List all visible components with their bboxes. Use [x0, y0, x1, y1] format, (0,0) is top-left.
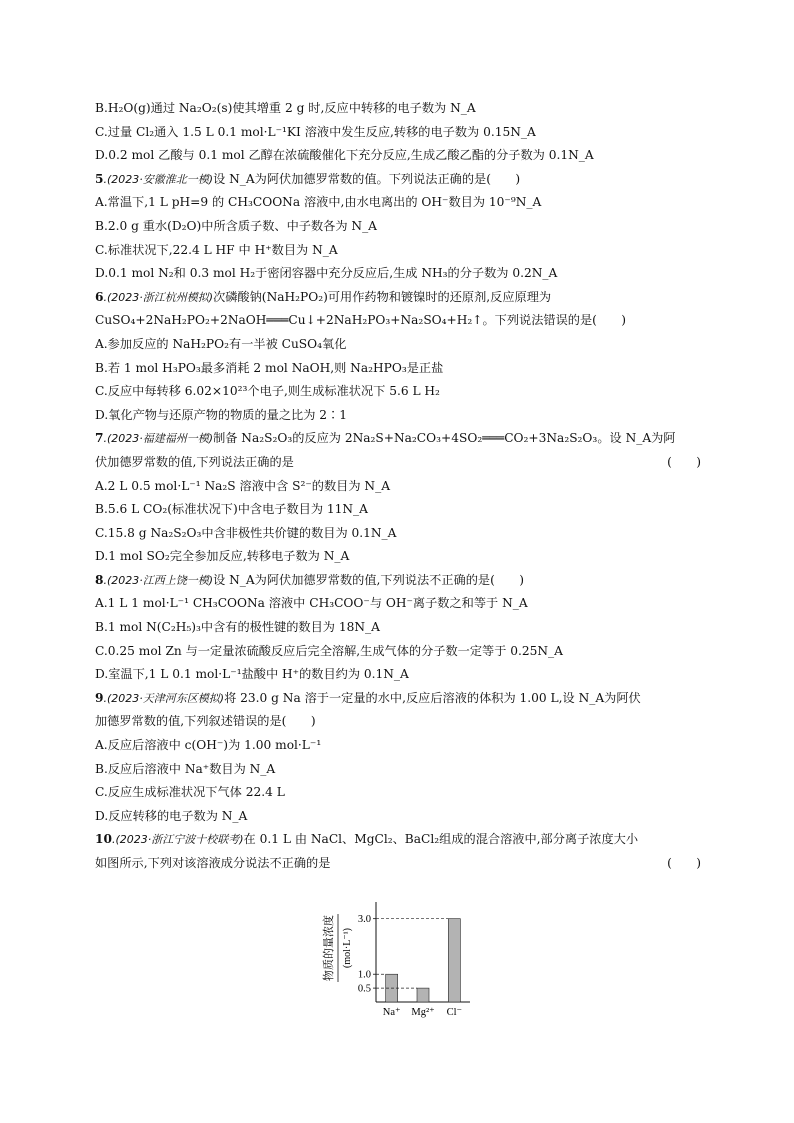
q10-source: .(2023·浙江宁波十校联考): [111, 833, 244, 847]
x-tick-label: Mg²⁺: [411, 1007, 435, 1018]
q10-number: 10: [95, 832, 112, 847]
q7-option-c: C.15.8 g Na₂S₂O₃中含非极性共价键的数目为 0.1N_A: [95, 525, 397, 540]
x-tick-label: Cl⁻: [446, 1007, 463, 1018]
q6-source: .(2023·浙江杭州模拟): [103, 290, 214, 304]
q7-source: .(2023·福建福州一模): [103, 432, 214, 446]
q7-number: 7: [95, 431, 104, 446]
q10-text: 在 0.1 L 由 NaCl、MgCl₂、BaCl₂组成的混合溶液中,部分离子浓度大小: [243, 832, 639, 847]
q10-stem: [95, 828, 705, 852]
q5-text: 设 N_A为阿伏加德罗常数的值。下列说法正确的是( ): [213, 171, 521, 186]
q6-option-a: A.参加反应的 NaH₂PO₂有一半被 CuSO₄氧化: [95, 336, 347, 351]
q5-option-b: B.2.0 g 重水(D₂O)中所含质子数、中子数各为 N_A: [95, 218, 377, 233]
q8-text: 设 N_A为阿伏加德罗常数的值,下列说法不正确的是( ): [213, 572, 525, 587]
q9-source: .(2023·天津河东区模拟): [103, 691, 225, 705]
q7-option-b: B.5.6 L CO₂(标准状况下)中含电子数目为 11N_A: [95, 502, 368, 517]
q9-number: 9: [95, 690, 104, 705]
chart-plot-area: [358, 902, 470, 1018]
q5-number: 5: [95, 171, 104, 186]
q9-stem-cont: 加德罗常数的值,下列叙述错误的是( ): [95, 714, 316, 729]
q7-text: 制备 Na₂S₂O₃的反应为 2Na₂S+Na₂CO₃+4SO₂═══CO₂+3Na₂S₂O₃。设 N_A为阿: [213, 431, 676, 446]
q5-option-a: A.常温下,1 L pH=9 的 CH₃COONa 溶液中,由水电离出的 OH⁻数目为 10⁻⁹N_A: [95, 195, 542, 210]
bar-chart-svg: [310, 890, 480, 1030]
q7-text-2: 伏加德罗常数的值,下列说法正确的是: [95, 454, 294, 469]
q9-option-c: C.反应生成标准状况下气体 22.4 L: [95, 785, 285, 800]
y-axis-label: 物质的量浓度: [323, 915, 335, 981]
q9-option-b: B.反应后溶液中 Na⁺数目为 N_A: [95, 761, 276, 776]
q6-option-b: B.若 1 mol H₃PO₃最多消耗 2 mol NaOH,则 Na₂HPO₃是正盐: [95, 360, 444, 375]
q6-stem: [95, 286, 705, 310]
q9-text: 将 23.0 g Na 溶于一定量的水中,反应后溶液的体积为 1.00 L,设 N_A为阿伏: [224, 690, 641, 705]
q9-option-d: D.反应转移的电子数为 N_A: [95, 808, 248, 823]
q6-equation: CuSO₄+2NaH₂PO₂+2NaOH═══Cu↓+2NaH₂PO₃+Na₂SO₄+H₂↑。下列说法错误的是( ): [95, 313, 627, 328]
q10-stem-cont: [95, 852, 705, 876]
q5-source: .(2023·安徽淮北一模): [103, 172, 214, 186]
q9-stem: [95, 687, 705, 711]
bar-3: [448, 919, 460, 1002]
q8-option-b: B.1 mol N(C₂H₅)₃中含有的极性键的数目为 18N_A: [95, 620, 380, 635]
q6-text: 次磷酸钠(NaH₂PO₂)可用作药物和镀镍时的还原剂,反应原理为: [213, 289, 552, 304]
option-d-prev: D.0.2 mol 乙酸与 0.1 mol 乙醇在浓硫酸催化下充分反应,生成乙酸乙酯的分子数为 0.1N_A: [95, 148, 594, 163]
q5-option-c: C.标准状况下,22.4 L HF 中 H⁺数目为 N_A: [95, 242, 338, 257]
q10-answer-paren: ( ): [667, 856, 701, 870]
q8-option-c: C.0.25 mol Zn 与一定量浓硫酸反应后完全溶解,生成气体的分子数一定等于 0.25N_A: [95, 643, 563, 658]
q5-stem: [95, 168, 705, 192]
q8-option-d: D.室温下,1 L 0.1 mol·L⁻¹盐酸中 H⁺的数目约为 0.1N_A: [95, 667, 409, 682]
q8-source: .(2023·江西上饶一模): [103, 573, 214, 587]
q6-number: 6: [95, 289, 104, 304]
q10-text-2: 如图所示,下列对该溶液成分说法不正确的是: [95, 856, 331, 870]
option-c-prev: C.过量 Cl₂通入 1.5 L 0.1 mol·L⁻¹KI 溶液中发生反应,转移的电子数为 0.15N_A: [95, 124, 536, 139]
y-axis-unit: (mol·L⁻¹): [342, 928, 353, 968]
x-tick-label: Na⁺: [382, 1007, 401, 1018]
y-tick-label: 0.5: [357, 983, 371, 995]
q7-option-d: D.1 mol SO₂完全参加反应,转移电子数为 N_A: [95, 549, 350, 564]
y-tick-label: 3.0: [357, 914, 371, 926]
y-tick-label: 1.0: [357, 969, 371, 981]
bar-2: [417, 988, 429, 1002]
q7-stem: [95, 427, 705, 451]
q7-option-a: A.2 L 0.5 mol·L⁻¹ Na₂S 溶液中含 S²⁻的数目为 N_A: [95, 478, 390, 493]
q9-option-a: A.反应后溶液中 c(OH⁻)为 1.00 mol·L⁻¹: [95, 738, 322, 753]
ion-concentration-chart: [310, 890, 480, 1030]
q8-option-a: A.1 L 1 mol·L⁻¹ CH₃COONa 溶液中 CH₃COO⁻与 OH⁻离子数之和等于 N_A: [95, 596, 528, 611]
q8-number: 8: [95, 572, 104, 587]
option-b-prev: B.H₂O(g)通过 Na₂O₂(s)使其增重 2 g 时,反应中转移的电子数为 N_A: [95, 101, 476, 115]
q5-option-d: D.0.1 mol N₂和 0.3 mol H₂于密闭容器中充分反应后,生成 NH₃的分子数为 0.2N_A: [95, 266, 558, 281]
question-page: [95, 97, 705, 876]
q7-answer-paren: ( ): [667, 454, 701, 469]
q7-stem-cont: [95, 451, 705, 475]
q6-option-d: D.氧化产物与还原产物的物质的量之比为 2∶1: [95, 407, 347, 422]
q8-stem: [95, 569, 705, 593]
q6-option-c: C.反应中每转移 6.02×10²³个电子,则生成标准状况下 5.6 L H₂: [95, 384, 440, 399]
